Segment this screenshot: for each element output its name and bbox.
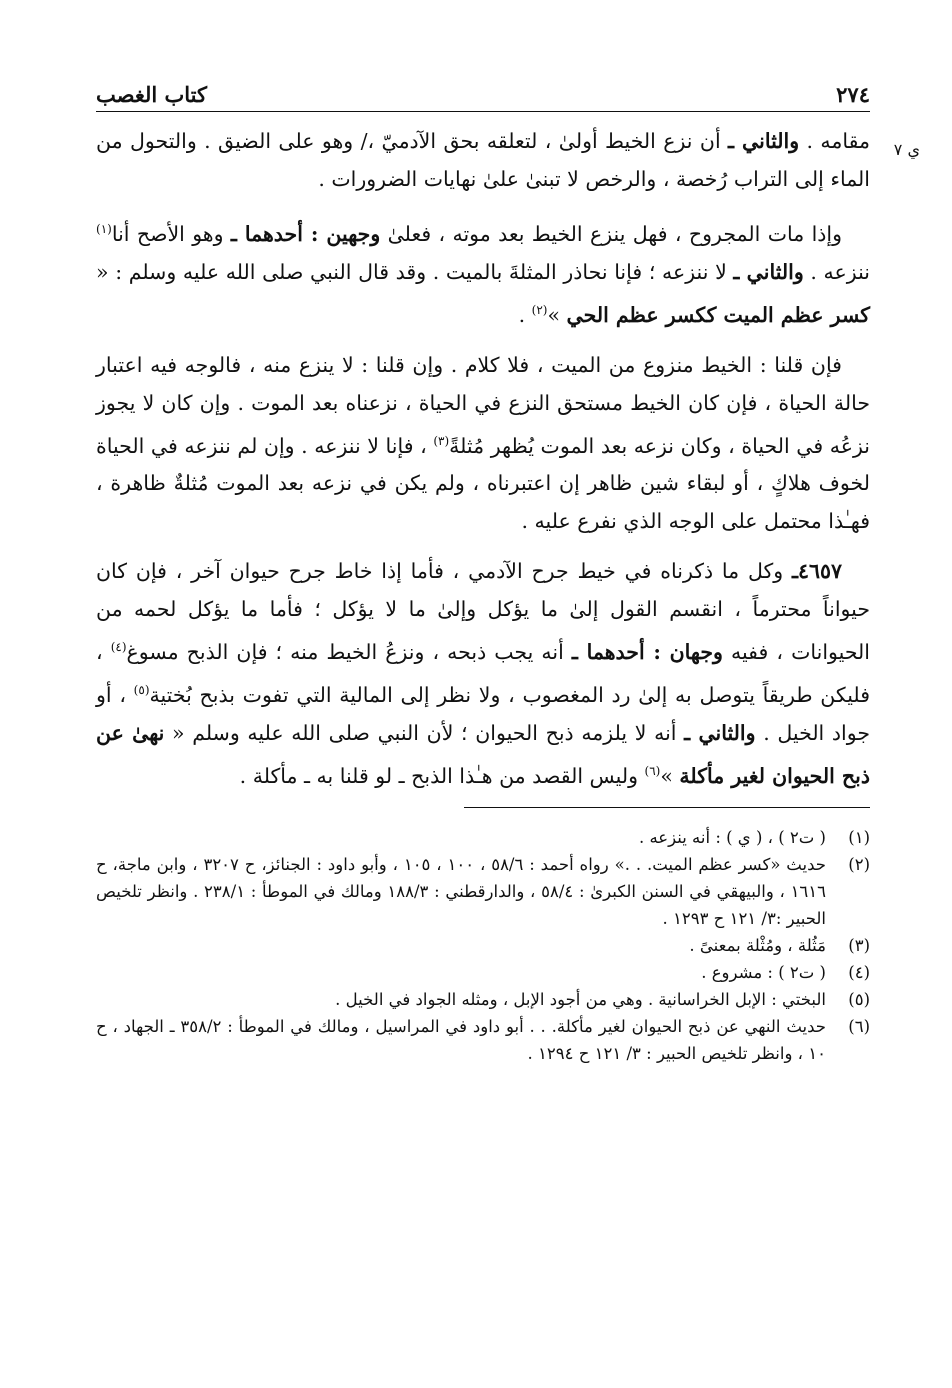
footnote-ref[interactable]: (٥) <box>133 683 150 698</box>
footnote-text: البختي : الإبل الخراسانية . وهي من أجود الإبل ، ومثله الجواد في الخيل . <box>335 989 826 1009</box>
footnote <box>96 986 870 1013</box>
footnote <box>96 1013 870 1067</box>
text-span: أنه يجب ذبحه ، ونزعُ الخيط منه ؛ فإن الذبح مسوغ <box>126 640 572 665</box>
footnote-text: ( ت٢ ) : مشروع . <box>701 962 826 982</box>
footnotes <box>96 824 870 1067</box>
footnote-number: (٦) <box>848 1016 870 1036</box>
paragraph <box>96 346 870 541</box>
text-span: وهو الأصح أنا <box>111 221 231 246</box>
text-span: أنه لا يلزمه ذبح الحيوان ؛ لأن النبي صلى الله عليه وسلم « <box>164 721 685 746</box>
paragraph <box>96 210 870 334</box>
section-number: ٤٦٥٧ـ <box>791 559 842 584</box>
text-span: » <box>660 763 680 788</box>
hadith-quote: كسر عظم الميت ككسر عظم الحي <box>566 302 870 327</box>
paragraph <box>96 552 870 794</box>
footnote <box>96 851 870 932</box>
footnote-text: مَثُلة ، ومُثْلة بمعنىً . <box>689 935 826 955</box>
bold-term: والثاني ـ <box>684 721 756 746</box>
manuscript-marker: ي ٧ <box>893 140 920 159</box>
footnote-number: (٣) <box>848 935 870 955</box>
running-header <box>96 82 870 112</box>
footnote <box>96 824 870 851</box>
footnote-text: ( ت٢ ) ، ( ي ) : أنه ينزعه . <box>638 827 826 847</box>
footnote <box>96 932 870 959</box>
footnote-number: (٢) <box>848 854 870 874</box>
bold-term: والثاني ـ <box>728 129 800 153</box>
text-span: ، أو جواد الخيل . <box>96 683 871 746</box>
footnote-ref[interactable]: (١) <box>96 222 112 236</box>
main-text <box>96 122 870 795</box>
text-span: . <box>518 302 532 327</box>
bold-term: والثاني ـ <box>733 259 804 284</box>
footnote-number: (٤) <box>848 962 870 982</box>
text-span: لا ننزعه ؛ فإنا نحاذر المثلةَ بالميت . وقد قال النبي صلى الله عليه وسلم : « <box>96 259 734 284</box>
text-span: » <box>547 302 567 327</box>
bold-term: وجهان : أحدهما ـ <box>571 640 723 665</box>
footnote-number: (١) <box>848 827 870 847</box>
paragraph <box>96 122 870 198</box>
bold-term: وجهين : أحدهما ـ <box>230 221 381 246</box>
text-span: وليس القصد من هـٰذا الذبح ـ لو قلنا به ـ مأكلة . <box>239 763 645 788</box>
footnote-divider <box>464 807 870 808</box>
text-span: ننزعه . <box>803 259 870 284</box>
page <box>96 82 920 1067</box>
footnote-ref[interactable]: (٤) <box>110 640 127 655</box>
text-span: مقامه . <box>799 129 870 153</box>
text-span: وإذا مات المجروح ، فهل ينزع الخيط بعد موته ، فعلىٰ <box>380 221 842 246</box>
footnote-text: حديث النهي عن ذبح الحيوان لغير مأكلة. . . أبو داود في المراسيل ، ومالك في الموطأ : ٣٥٨/٢ ـ الجهاد ، ح ١٠ ، وانظر تلخيص الحبير : ٣/ ١٢١ ح ١٢٩٤ . <box>96 1016 826 1063</box>
text-span: فإن قلنا : الخيط منزوع من الميت ، فلا كلام . وإن قلنا : لا ينزع منه ، فالوجه فيه اعتبار حالة الحياة ، فإن كان الخيط مستحق النزع في الحياة ، نزعناه بعد الموت . وإن كان لا يجوز نزعُه في الحياة ، وكان نزعه بعد الموت يُظهر مُثلةً <box>96 352 870 458</box>
footnote-ref[interactable]: (٦) <box>644 764 661 779</box>
footnote-text: حديث «كسر عظم الميت. . .» رواه أحمد : ٥٨/٦ ، ١٠٠ ، ١٠٥ ، وأبو داود : الجنائز، ح ٣٢٠٧ ، وابن ماجة، ح ١٦١٦ ، والبيهقي في السنن الكبرىٰ : ٥٨/٤ ، والدارقطني : ١٨٨/٣ ومالك في الموطأ : ٢٣٨/١ . وانظر تلخيص الحبير :٣/ ١٢١ ح ١٢٩٣ . <box>96 854 827 928</box>
footnote-ref[interactable]: (٣) <box>433 433 450 448</box>
footnote-ref[interactable]: (٢) <box>531 302 548 317</box>
text-span: ، فليكن طريقاً يتوصل به إلىٰ رد المغصوب ، ولا نظر إلى المالية التي تفوت بذبح بُختية <box>96 640 870 708</box>
text-span: وكل ما ذكرناه في خيط جرح الآدمي ، فأما إذا خاط جرح حيوان آخر ، فإن كان حيواناً محترماً ، انقسم القول إلىٰ ما يؤكل وإلىٰ ما لا يؤكل ؛ فأما ما يؤكل لحمه من الحيوانات ، ففيه <box>96 559 870 665</box>
page-number: ٢٧٤ <box>836 82 870 107</box>
book-title: كتاب الغصب <box>96 82 208 107</box>
footnote-number: (٥) <box>848 989 870 1009</box>
text-span: ، فإنا لا ننزعه . وإن لم ننزعه في الحياة لخوف هلاكٍ ، أو لبقاء شين ظاهر إن اعتبرناه ، ولم يكن في نزعه بعد الموت مُثلةٌ ظاهرة ، فهـٰذا محتمل على الوجه الذي نفرع عليه . <box>96 433 870 534</box>
footnote <box>96 959 870 986</box>
text-span: أن نزع الخيط أولىٰ ، لتعلقه بحق الآدميّ ،/ وهو على الضيق . والتحول من الماء إلى التراب رُخصة ، والرخص لا تبنىٰ علىٰ نهايات الضرورات . <box>96 129 870 191</box>
hadith-quote: نهىٰ عن ذبح الحيوان لغير مأكلة <box>96 721 870 788</box>
